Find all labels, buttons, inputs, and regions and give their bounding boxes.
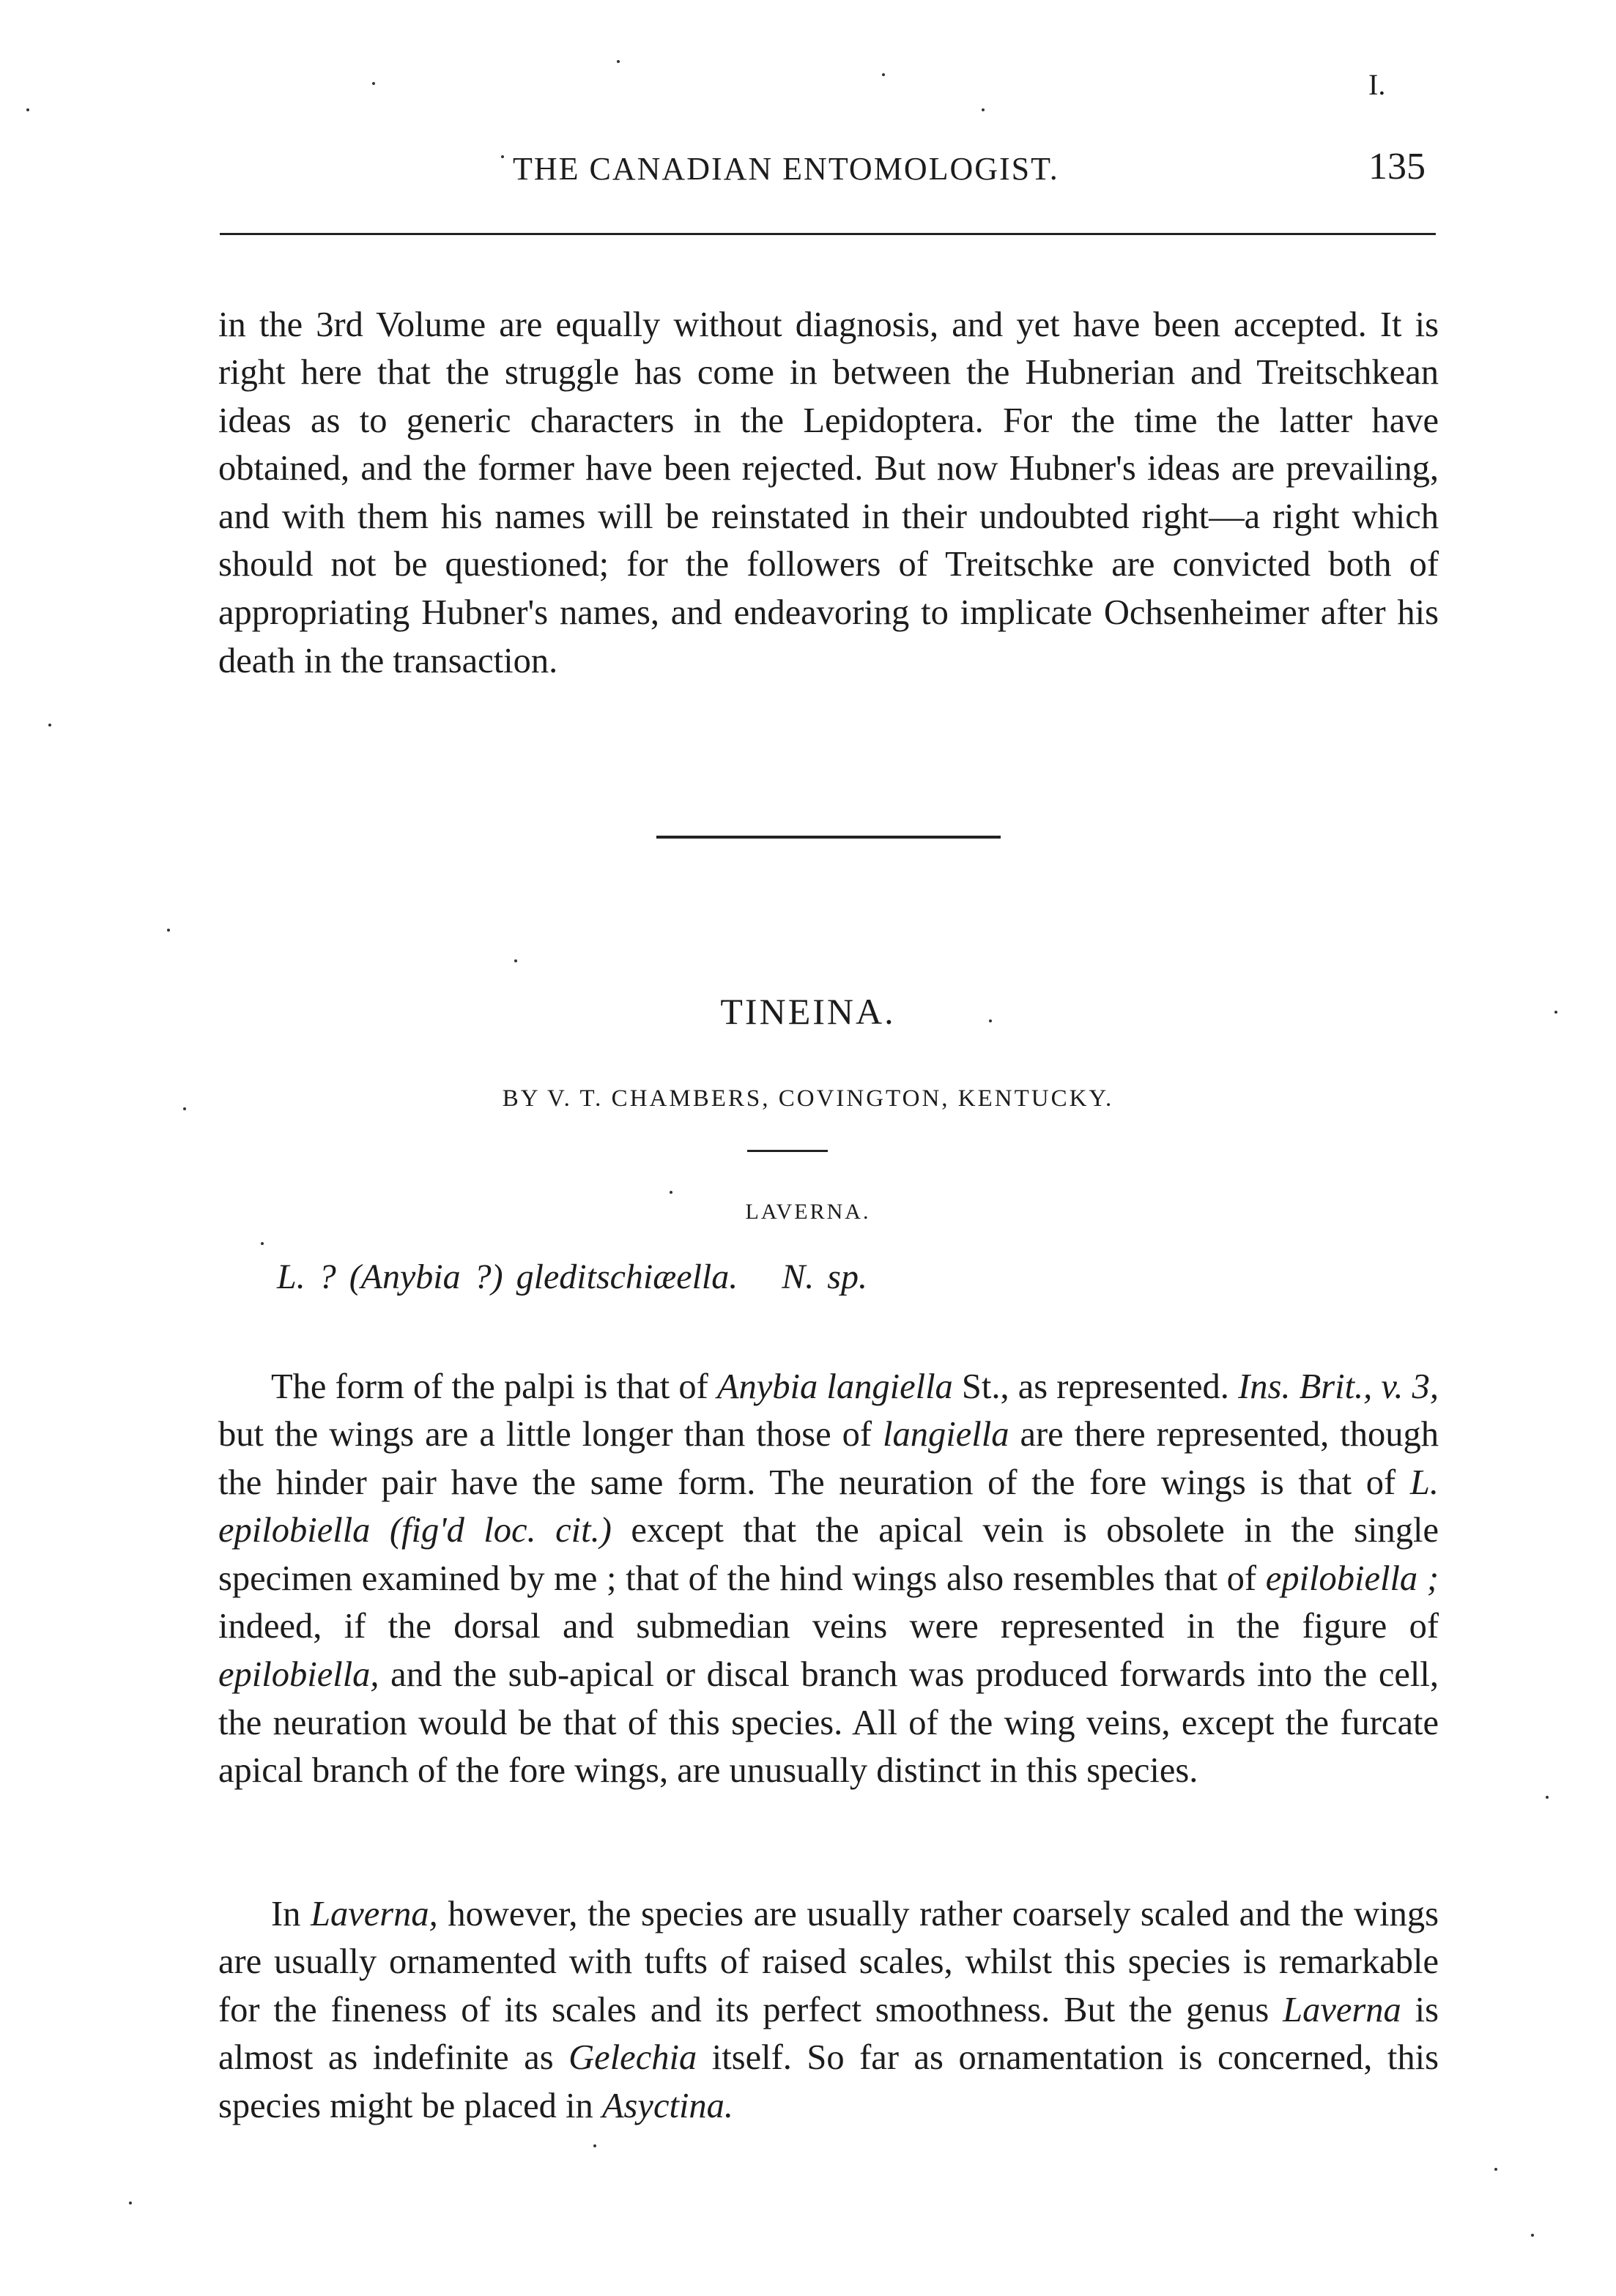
text-run: indeed, if the dorsal and submedian veins were represented in the figure of [218,1607,1439,1646]
species-note: N. sp. [782,1257,867,1296]
section-separator-rule [656,836,1001,839]
corner-mark: I. [1368,68,1386,101]
italic-run: langiella [883,1415,1009,1454]
text-run: however, the species are usually rather coarsely scaled and the wings are usually ornamented with tufts of raised scales, whilst this species is remarkable for the fineness of its scales and its perfect smoothness. But the genus [218,1894,1439,2029]
scan-speck [514,959,517,962]
description-paragraph [218,1363,1439,1795]
continuation-paragraph: in the 3rd Volume are equally without diagnosis, and yet have been accepted. It is right here that the struggle has come in between the Hubnerian and Treitschkean ideas as to generic characters in the Lepidoptera. For the time the latter have obtained, and the former have been rejected. But now Hubner's ideas are prevailing, and with them his names will be reinstated in their undoubted right—a right which should not be questioned; for the followers of Treitschke are convicted both of appropriating Hubner's names, and endeavoring to implicate Ochsenheimer after his death in the transaction. [218,305,1439,680]
italic-run: Asyctina. [601,2086,734,2125]
scan-speck [26,108,29,111]
scan-speck [261,1242,264,1245]
scan-speck [372,82,375,85]
text-run: is almost as indefinite as [218,1990,1439,2078]
italic-run: Ins. Brit., v. 3, [1238,1367,1439,1406]
scan-speck [670,1191,672,1194]
scan-speck [501,155,504,158]
italic-run: Gelechia [568,2038,697,2078]
scan-speck [1531,2234,1534,2237]
text-run: but the wings are a little longer than those of [218,1415,883,1454]
species-heading [277,1257,867,1297]
italic-run: Laverna [1283,1990,1401,2029]
scan-speck [989,1019,992,1022]
scan-speck [129,2202,132,2204]
article-title: TINEINA. [720,991,896,1032]
running-title: THE CANADIAN ENTOMOLOGIST. [513,151,1059,187]
genus-subheading: LAVERNA. [745,1200,871,1224]
text-run: The form of the palpi is that of [271,1367,717,1406]
scan-speck [982,108,985,111]
scan-speck [1546,1796,1549,1799]
scan-speck [48,724,51,727]
italic-run: Laverna, [311,1894,438,1933]
scan-speck [1494,2168,1497,2171]
text-run: except that the apical vein is obsolete in the single specimen examined by me ; that of the hind wings also resembles that of [218,1511,1439,1598]
byline-rule [747,1150,828,1152]
scan-speck [167,929,170,932]
italic-run: L. epilobiella (fig'd loc. cit.) [218,1463,1439,1550]
text-run: are there represented, though the hinder pair have the same form. The neuration of the fore wings is that of [218,1415,1439,1502]
article-byline: BY V. T. CHAMBERS, COVINGTON, KENTUCKY. [502,1085,1114,1112]
text-run: St., as represented. [952,1367,1239,1406]
scan-speck [882,73,885,76]
scan-speck [593,2144,596,2147]
species-name: L. ? (Anybia ?) gleditschiæella. [277,1257,738,1296]
scan-speck [617,60,620,63]
italic-run: epilobiella ; [1265,1558,1439,1598]
header-rule [220,233,1436,235]
text-run: itself. So far as ornamentation is concerned, this species might be placed in [218,2038,1439,2125]
scan-speck [1554,1011,1557,1014]
italic-run: Anybia langiella [716,1367,953,1406]
scan-speck [183,1107,186,1110]
text-run: and the sub-apical or discal branch was produced forwards into the cell, the neuration would be that of this species. All of the wing veins, except the furcate apical branch of the fore wings, are unusually distinct in this species. [218,1655,1439,1791]
text-run: In [271,1894,311,1933]
comparison-paragraph [218,1890,1439,2130]
italic-run: epilobiella, [218,1655,379,1695]
page-number: 135 [1368,146,1426,187]
